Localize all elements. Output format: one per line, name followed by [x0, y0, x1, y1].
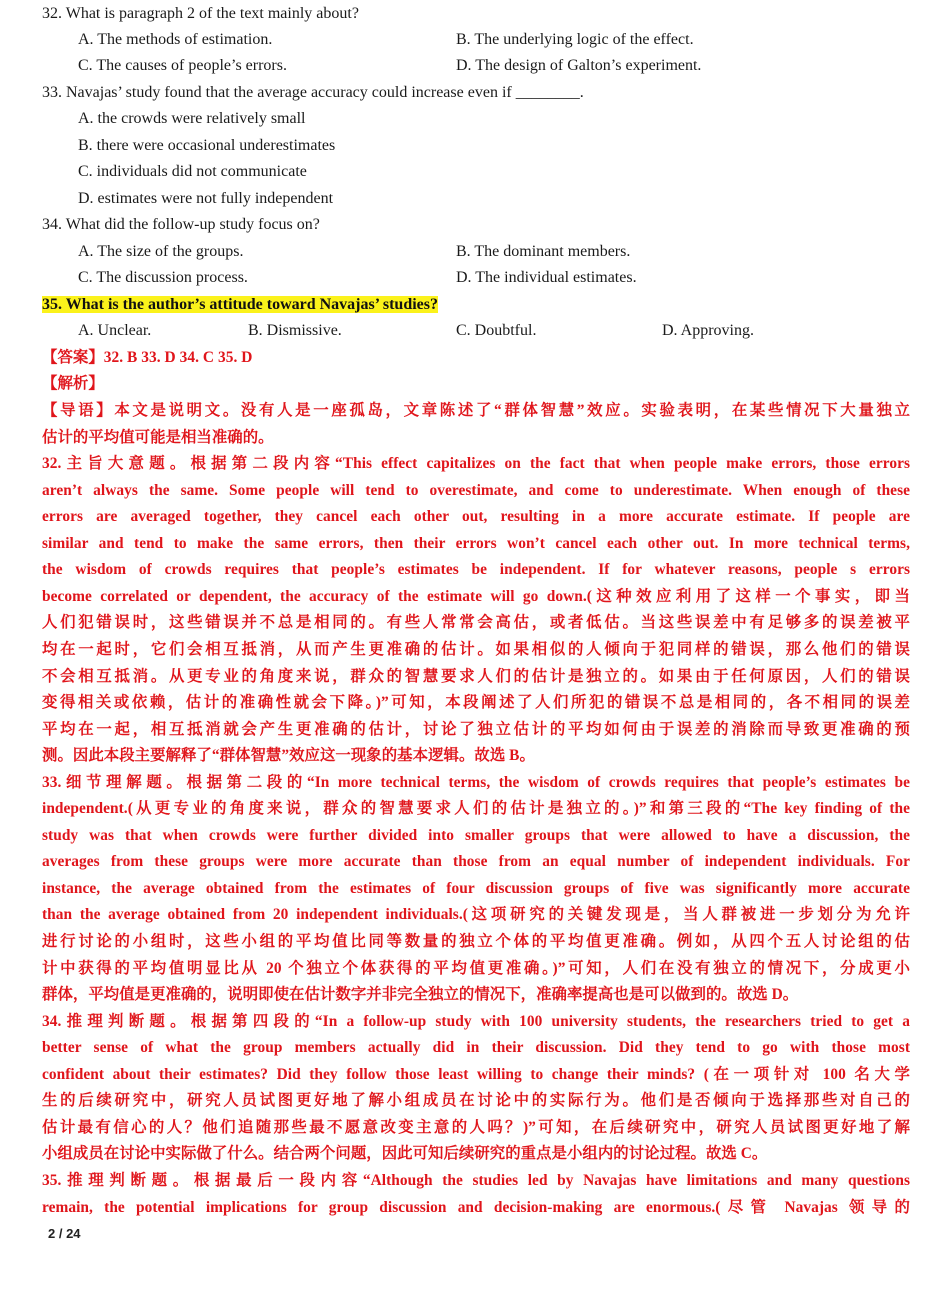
explanation-line: 均在一起时，它们会相互抵消，从而产生更准确的估计。如果相似的人倾向于犯同样的错误，那么他们的错误 [42, 640, 910, 658]
explanation-line: 群体，平均值是更准确的，说明即使在估计数字并非完全独立的情况下，准确率提高也是可以做到的。故选 D。 [42, 986, 799, 1004]
question-35-option-c: C. Doubtful. [456, 322, 537, 339]
explanation-line: 35.推理判断题。根据最后一段内容“Although the studies led by Navajas have limitations and many questions [42, 1171, 910, 1189]
question-32-option-d: D. The design of Galton’s experiment. [456, 57, 702, 74]
question-33-option-b: B. there were occasional underestimates [78, 137, 336, 154]
explanation-line: independent.(从更专业的角度来说，群众的智慧要求人们的估计是独立的。)”和第三段的“The key finding of the [42, 800, 910, 818]
question-35-option-d: D. Approving. [662, 322, 754, 339]
explanation-line: similar and tend to make the same errors, then their errors won’t cancel each other out. In more technical terms, [42, 534, 910, 552]
question-35-option-b: B. Dismissive. [248, 322, 342, 339]
explanation-line: 估计的平均值可能是相当准确的。 [42, 428, 274, 446]
explanation-line: 32.主旨大意题。根据第二段内容“This effect capitalizes on the fact that when people make errors, those errors [42, 455, 910, 473]
question-32-option-a: A. The methods of estimation. [78, 31, 273, 48]
explanation-line: 33.细节理解题。根据第二段的“In more technical terms, the wisdom of crowds requires that people’s estimates be [42, 773, 910, 791]
question-33-stem: 33. Navajas’ study found that the average accuracy could increase even if ________. [42, 84, 584, 101]
answer-key: 【答案】32. B 33. D 34. C 35. D [42, 349, 253, 366]
question-32-option-c: C. The causes of people’s errors. [78, 57, 287, 74]
analysis-label: 【解析】 [42, 375, 104, 392]
question-34-stem: 34. What did the follow-up study focus on? [42, 216, 320, 233]
explanation-line: remain, the potential implications for group discussion and decision-making are enormous.(尽管 Navajas 领导的 [42, 1198, 910, 1216]
question-34-option-a: A. The size of the groups. [78, 243, 244, 260]
explanation-line: 不会相互抵消。从更专业的角度来说，群众的智慧要求人们的估计是独立的。如果由于任何原因，人们的错误 [42, 667, 910, 685]
explanation-line: confident about their estimates? Did they follow those least willing to change their minds? (在一项针对 100 名大学 [42, 1065, 910, 1083]
explanation-line: study was that when crowds were further divided into smaller groups that were allowed to have a discussion, the [42, 826, 910, 844]
explanation-line: 人们犯错误时，这些错误并不总是相同的。有些人常常会高估，或者低估。当这些误差中有足够多的误差被平 [42, 614, 910, 632]
explanation-line: than the average obtained from 20 independent individuals.(这项研究的关键发现是，当人群被进一步划分为允许 [42, 906, 910, 924]
explanation-line: instance, the average obtained from the estimates of four discussion groups of five was significantly more accurate [42, 879, 910, 897]
explanation-line: the wisdom of crowds requires that people’s estimates be independent. If for whatever reasons, people s errors [42, 561, 910, 579]
explanation-line: 计中获得的平均值明显比从 20 个独立个体获得的平均值更准确。)”可知，人们在没有独立的情况下，分成更小 [42, 959, 910, 977]
question-33-option-c: C. individuals did not communicate [78, 163, 307, 180]
explanation-line: 平均在一起，相互抵消就会产生更准确的估计，讨论了独立估计的平均如何由于误差的消除而导致更准确的预 [42, 720, 910, 738]
question-34-option-d: D. The individual estimates. [456, 269, 637, 286]
explanation-line: 变得相关或依赖，估计的准确性就会下降。)”可知，本段阐述了人们所犯的错误不总是相同的，各不相同的误差 [42, 694, 910, 712]
question-34-option-c: C. The discussion process. [78, 269, 248, 286]
explanation-line: better sense of what the group members actually did in their discussion. Did they tend to go with those most [42, 1039, 910, 1057]
question-32-option-b: B. The underlying logic of the effect. [456, 31, 694, 48]
explanation-line: errors are averaged together, they cancel each other out, resulting in a more accurate estimate. If people are [42, 508, 910, 526]
explanation-line: 34.推理判断题。根据第四段的“In a follow-up study with 100 university students, the researchers tried to get a [42, 1012, 910, 1030]
explanation-line: become correlated or dependent, the accuracy of the estimate will go down.(这种效应利用了这样一个事实，即当 [42, 587, 910, 605]
question-35-highlight: 35. What is the author’s attitude toward Navajas’ studies? [42, 296, 438, 313]
explanation-line: 生的后续研究中，研究人员试图更好地了解小组成员在讨论中的实际行为。他们是否倾向于选择那些对自己的 [42, 1092, 910, 1110]
question-35-stem [42, 294, 438, 316]
explanation-line: aren’t always the same. Some people will tend to overestimate, and come to underestimate. When enough of these [42, 481, 910, 499]
question-33-option-d: D. estimates were not fully independent [78, 190, 334, 207]
explanation-line: 测。因此本段主要解释了“群体智慧”效应这一现象的基本逻辑。故选 B。 [42, 747, 535, 765]
explanation-line: averages from these groups were more accurate than those from an equal number of independent individuals. For [42, 853, 910, 871]
question-33-option-a: A. the crowds were relatively small [78, 110, 306, 127]
question-35-option-a: A. Unclear. [78, 322, 152, 339]
explanation-line: 【导语】本文是说明文。没有人是一座孤岛，文章陈述了“群体智慧”效应。实验表明，在某些情况下大量独立 [42, 402, 910, 419]
explanation-line: 小组成员在讨论中实际做了什么。结合两个问题，因此可知后续研究的重点是小组内的讨论过程。故选 C。 [42, 1145, 768, 1163]
explanation-line: 估计最有信心的人？他们追随那些最不愿意改变主意的人吗？)”可知，在后续研究中，研究人员试图更好地了解 [42, 1118, 910, 1136]
page-number: 2 / 24 [48, 1226, 81, 1241]
question-34-option-b: B. The dominant members. [456, 243, 631, 260]
explanation-line: 进行讨论的小组时，这些小组的平均值比同等数量的独立个体的平均值更准确。例如，从四个五人讨论组的估 [42, 933, 910, 950]
question-32-stem: 32. What is paragraph 2 of the text mainly about? [42, 5, 359, 22]
